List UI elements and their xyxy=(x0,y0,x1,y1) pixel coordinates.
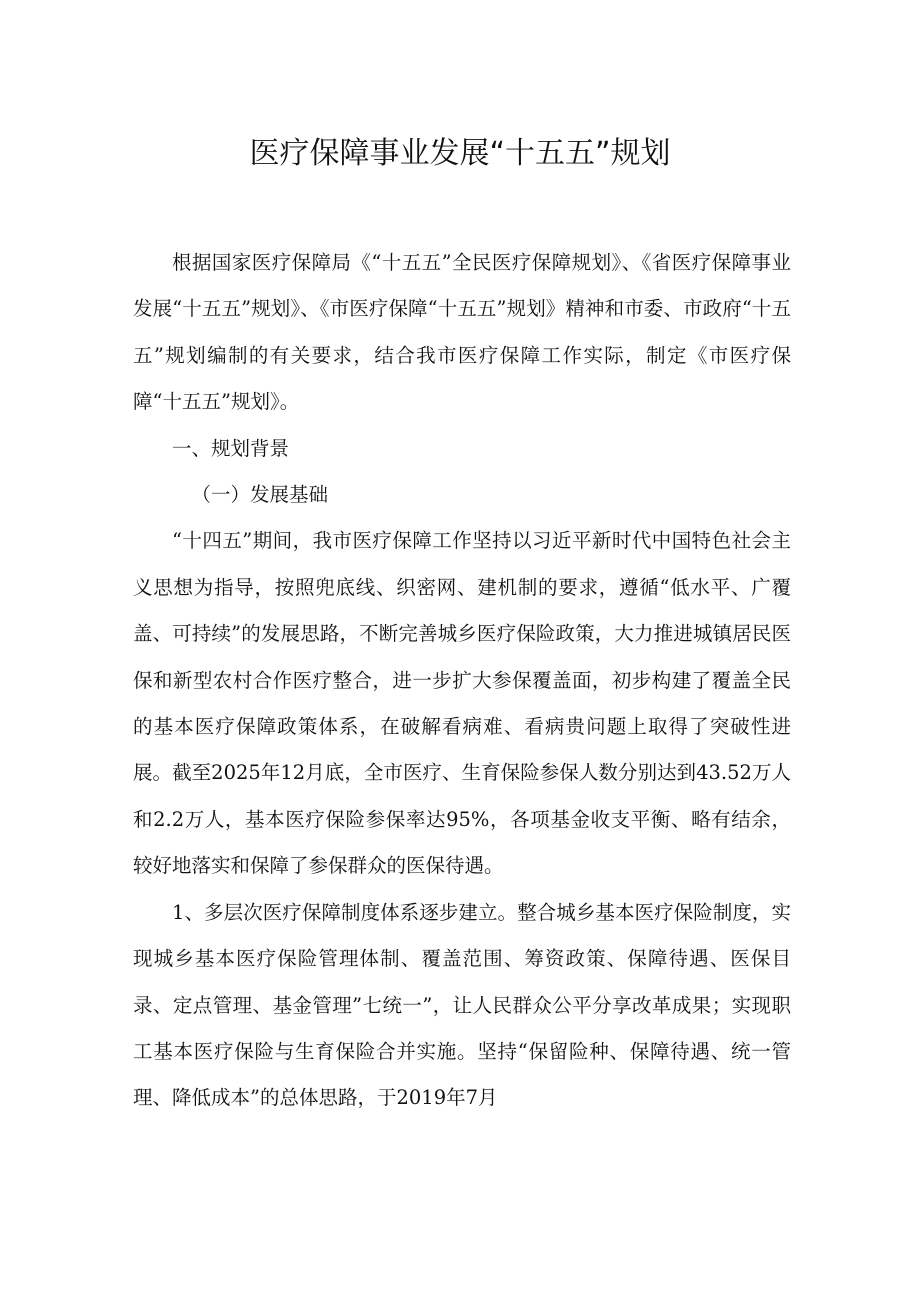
foundation-paragraph: “十四五”期间，我市医疗保障工作坚持以习近平新时代中国特色社会主义思想为指导，按照兜底线、织密网、建机制的要求，遵循“低水平、广覆盖、可持续”的发展思路，不断完善城乡医疗保险政策，大力推进城镇居民医保和新型农村合作医疗整合，进一步扩大参保覆盖面，初步构建了覆盖全民的基本医疗保障政策体系，在破解看病难、看病贵问题上取得了突破性进展。截至2025年12月底，全市医疗、生育保险参保人数分别达到43.52万人和2.2万人，基本医疗保险参保率达95%，各项基金收支平衡、略有结余，较好地落实和保障了参保群众的医保待遇。 xyxy=(133,529,791,878)
document-body xyxy=(133,240,791,1122)
subsection-heading: （一）发展基础 xyxy=(191,483,329,507)
document-title: 医疗保障事业发展“十五五”规划 xyxy=(249,136,671,171)
section-heading: 一、规划背景 xyxy=(172,436,290,460)
intro-paragraph: 根据国家医疗保障局《“十五五”全民医疗保障规划》、《省医疗保障事业发展“十五五”规划》、《市医疗保障“十五五”规划》精神和市委、市政府“十五五”规划编制的有关要求，结合我市医疗保障工作实际，制定《市医疗保障“十五五”规划》。 xyxy=(133,251,791,414)
item-1-paragraph: 1、多层次医疗保障制度体系逐步建立。整合城乡基本医疗保险制度，实现城乡基本医疗保险管理体制、覆盖范围、筹资政策、保障待遇、医保目录、定点管理、基金管理”七统一”，让人民群众公平分享改革成果；实现职工基本医疗保险与生育保险合并实施。坚持“保留险种、保障待遇、统一管理、降低成本”的总体思路，于2019年7月 xyxy=(133,900,791,1110)
